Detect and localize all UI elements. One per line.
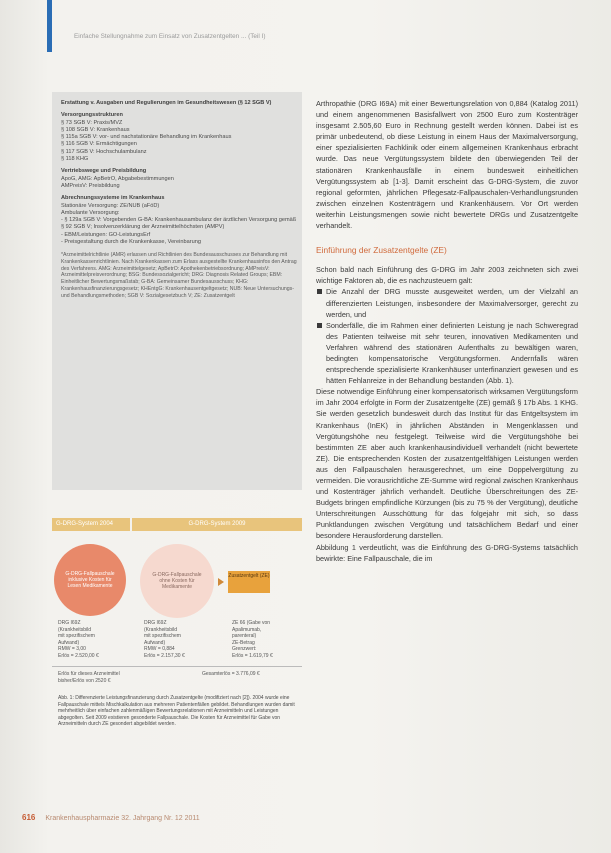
bullet-item: Sonderfälle, die im Rahmen einer definierten Leistung je nach Schweregrad des Patienten teilweise mit sehr teuren, innovativen Medikamenten und Verfahren während des stationären Aufenthalts zu bewältigen waren, bedingten kompensatorische Vergütungsformen. Andernfalls wären entsprechende spezialisierte Krankenhäuser unterfinanziert gewesen und es hätten Fehlanreize in der Behandlung bestanden (Abb. 1). xyxy=(316,320,578,387)
diagram-text-line: Erlös = 2.157,30 € xyxy=(144,652,185,659)
diagram-column-c xyxy=(232,620,273,660)
page-number: 616 xyxy=(22,813,36,822)
page-footer xyxy=(22,813,200,822)
diagram-text-line: DRG I69Z xyxy=(144,620,167,626)
circle-drg-2004-label: G-DRG-Fallpauschale inklusive Kosten für Lesen Medikamente xyxy=(65,571,115,589)
diagram-text-line: Erlös = 1.619,79 € xyxy=(232,652,273,659)
info-box-line: § 117 SGB V: Hochschulambulanz xyxy=(61,148,147,155)
accent-bar xyxy=(47,0,52,52)
diagram-header-2004: G-DRG-System 2004 xyxy=(52,518,130,531)
paragraph: Arthropathie (DRG I69A) mit einer Bewertungsrelation von 0,884 (Katalog 2011) und einem angenommenen Basisfallwert von 2500 Euro zum Kostenträger insgesamt 2.505,60 Euro in Rechnung gestellt werden können. Dabei ist es primär unbedeutend, ob diese Leistung in einem Haus der Maximalversorgung, einer spezialisierten Fachklinik oder einem allgemeinen Krankenhaus erbracht wurde. Das neue Vergütungssystem bildete den überwiegenden Teil der stationären Krankenhausfälle in einem bundesweit einheitlichen Vergütungssystem ab [1-3]. Damit erscheint das G-DRG-System, die zuvor regional geformten, jährlichen Pflegesatz-Fallpauschalen-Verhandlungsrunden zwischen einzelnen Kostenträgern und Krankenhäusern. Vor Ort werden weiterhin Leistungsmengen sowie nicht bewertete DRGs und Zusatzentgelte verhandelt. xyxy=(316,99,578,231)
right-column xyxy=(316,98,578,564)
diagram-column-a xyxy=(58,620,99,660)
circle-drg-2009 xyxy=(140,544,214,618)
arrow-icon xyxy=(218,578,224,586)
circle-drg-2009-label: G-DRG-Fallpauschale ohne Kosten für Medikamente xyxy=(152,572,202,590)
info-box-heading: Abrechnungssysteme im Krankenhaus xyxy=(61,195,165,202)
diagram-text-line: mit spezifischem xyxy=(144,633,181,640)
info-box-line: § 116 SGB V: Ermächtigungen xyxy=(61,141,137,148)
ze-box: Zusatzentgelt (ZE) xyxy=(228,571,270,593)
info-box-footnote: *Arzneimittelrichtlinie (AMR) erlassen und Richtlinien des Bundesausschusses zur Behandlung mit Krankenkassenrichtlinien. Nach Krankenkassen zum Erlass ausgestellte Krankenhausinfos den Antrag des Verfahrens. AMG: Arzneimittelgesetz; ApBetrO: Apothekenbetriebsordnung; AMPreisV: Arzneimittelpreisverordnung; BSG: Bundessozialgericht; DRG: Diagnosis Related Groups; EBM: Einheitlicher Bewertungsmaßstab; G-BA: Gemeinsamer Bundesausschuss; KHG: Krankenhausfinanzierungsgesetz; KHEntgG: Krankenhausentgeltgesetz; NUB: Neue Untersuchungs- und Behandlungsmethoden; SGB V: Sozialgesetzbuch V; ZE: Zusatzentgelt xyxy=(61,252,297,299)
journal-footer: Krankenhauspharmazie 32. Jahrgang Nr. 12 2011 xyxy=(45,815,200,822)
circle-drg-2004 xyxy=(54,544,126,616)
diagram-text-line: Apalimumab, xyxy=(232,626,262,633)
section-heading: Einführung der Zusatzentgelte (ZE) xyxy=(316,245,447,256)
diagram-foot-left xyxy=(58,671,120,684)
diagram-text-line: Erlös für dieses Arzneimittel xyxy=(58,671,120,677)
diagram-text-line: Erlös = 2.520,00 € xyxy=(58,652,99,659)
info-box-line: ApoG, AMG: ApBetrO, Abgabebestimmungen xyxy=(61,175,174,182)
figure-caption: Abb. 1: Differenzierte Leistungsfinanzierung durch Zusatzentgelte (modifiziert nach [2]). 2004 wurde eine Fallpauschale mittels Mischkalkulation aus mehreren Patientenfällen gebildet. Behandlungen wurden damit mehrheitlich über einfachen zahlenmäßigen Bewertungsrelationen mit Arzneimitteln und Leistungen abgegolten. Seit 2009 existieren gesonderte Fallpauschale. Die Kosten für Arzneimittel für Gabe von Arzneimitteln durch ZE gesondert abgebildet werden. xyxy=(58,695,295,728)
diagram-foot-total: Gesamterlös = 3.776,09 € xyxy=(202,671,260,677)
info-box-line: - § 129a SGB V: Vorgebenden G-BA: Krankenhausambulanz der ärztlichen Versorgung gemäß § 92 SGB V; Insolvenzerklärung der Arzneimittelhöchsten (AMPV) xyxy=(61,217,297,231)
diagram-text-line: DRG I69Z xyxy=(58,620,81,626)
paragraph: Diese notwendige Einführung einer kompensatorisch wirksamen Vergütungsform im Jahr 2004 erfolgte in Form der Zusatzentgelte (ZE) gemäß § 17b Abs. 1 KHG. Sie werden gesetzlich bundesweit durch das Institut für das Entgeltsystem im Krankenhaus (InEK) in jährlichen Abständen in Mengenklassen und Vergütungshöhe neu festgelegt. Teilweise wird die Vergütungshöhe bei bestimmten ZE aber auch krankenhausindividuell verhandelt (nicht bewertete ZE). Die entsprechenden Kosten der zusatzentgeltfähigen Leistungen werden aus den Fallpauschalen herausgerechnet, um eine Doppelvergütung zu vermeiden. Die vorausrichtliche ZE-Summe wird regional zwischen Krankenhaus und Kostenträger jährlich verhandelt. Deutliche Überschreitungen des ZE-Budgets bringen empfindliche Kürzungen (bis zu 75 % der Vergütung), deutliche Unterschreitungen Ausschüttung für das folgejahr mit sich, so dass Punktlandungen zwischen Vergütung und tatsächlichem Bedarf und einer besondere Herausforderung darstellen. xyxy=(316,387,578,541)
info-box-line: § 108 SGB V: Krankenhaus xyxy=(61,126,130,133)
figure-drg-diagram xyxy=(52,514,302,744)
info-box-line: Stationäre Versorgung: ZE/NUB (aFöD) xyxy=(61,202,160,209)
diagram-text-line: bisher/Erlös von 2520 € xyxy=(58,677,111,684)
diagram-text-line: (Krankheitsbild xyxy=(144,626,178,633)
diagram-text-line: ZE 66 (Gabe von xyxy=(232,620,271,626)
paragraph: Abbildung 1 verdeutlicht, was die Einführung des G-DRG-Systems tatsächlich bewirkte: Eine Fallpauschale, die im xyxy=(316,542,578,563)
diagram-text-line: parenteral) xyxy=(232,633,257,640)
diagram-text-line: RMW = 0,884 xyxy=(144,646,175,653)
diagram-text-line: (Krankheitsbild xyxy=(58,626,92,633)
bullet-item: Die Anzahl der DRG musste ausgeweitet werden, um der Vielzahl an differenzierten Leistungen, insbesondere der Maximalversorger, gerecht zu werden, und xyxy=(316,286,578,319)
info-box-line: - EBM/Leistungen: GO-LeistungsErf xyxy=(61,231,151,238)
diagram-text-line: Grenzwert: xyxy=(232,646,257,653)
info-box-content xyxy=(61,100,297,299)
info-box-line: § 73 SGB V: Praxis/MVZ xyxy=(61,119,123,126)
diagram-text-line: Aufwand) xyxy=(144,639,166,646)
info-box-line: § 115a SGB V: vor- und nachstationäre Behandlung im Krankenhaus xyxy=(61,134,232,141)
diagram-text-line: Aufwand) xyxy=(58,639,80,646)
running-header: Einfache Stellungnahme zum Einsatz von Zusatzentgelten ... (Teil I) xyxy=(74,33,266,40)
info-box-line: Ambulante Versorgung: xyxy=(61,209,120,216)
info-box-line: AMPreisV: Preisbildung xyxy=(61,182,120,189)
info-box-line: - Preisgestaltung durch die Krankenkasse, Vereinbarung xyxy=(61,239,201,246)
diagram-text-line: RMW = 3,00 xyxy=(58,646,86,653)
diagram-header-2009: G-DRG-System 2009 xyxy=(132,518,302,531)
paragraph: Schon bald nach Einführung des G-DRG im Jahr 2003 zeichneten sich zwei wichtige Faktoren ab, die es nachzusteuern galt: xyxy=(316,265,578,286)
info-box-heading: Versorgungsstrukturen xyxy=(61,112,123,119)
divider xyxy=(52,666,302,667)
info-box-heading: Vertriebswege und Preisbildung xyxy=(61,168,147,175)
diagram-column-b xyxy=(144,620,185,660)
info-box-heading: Erstattung v. Ausgaben und Regulierungen im Gesundheitswesen (§ 12 SGB V) xyxy=(61,100,272,106)
info-box-line: § 118 KHG xyxy=(61,156,89,163)
diagram-text-line: mit spezifischem xyxy=(58,633,95,640)
diagram-text-line: ZE-Betrag xyxy=(232,639,255,646)
info-box xyxy=(52,92,302,490)
